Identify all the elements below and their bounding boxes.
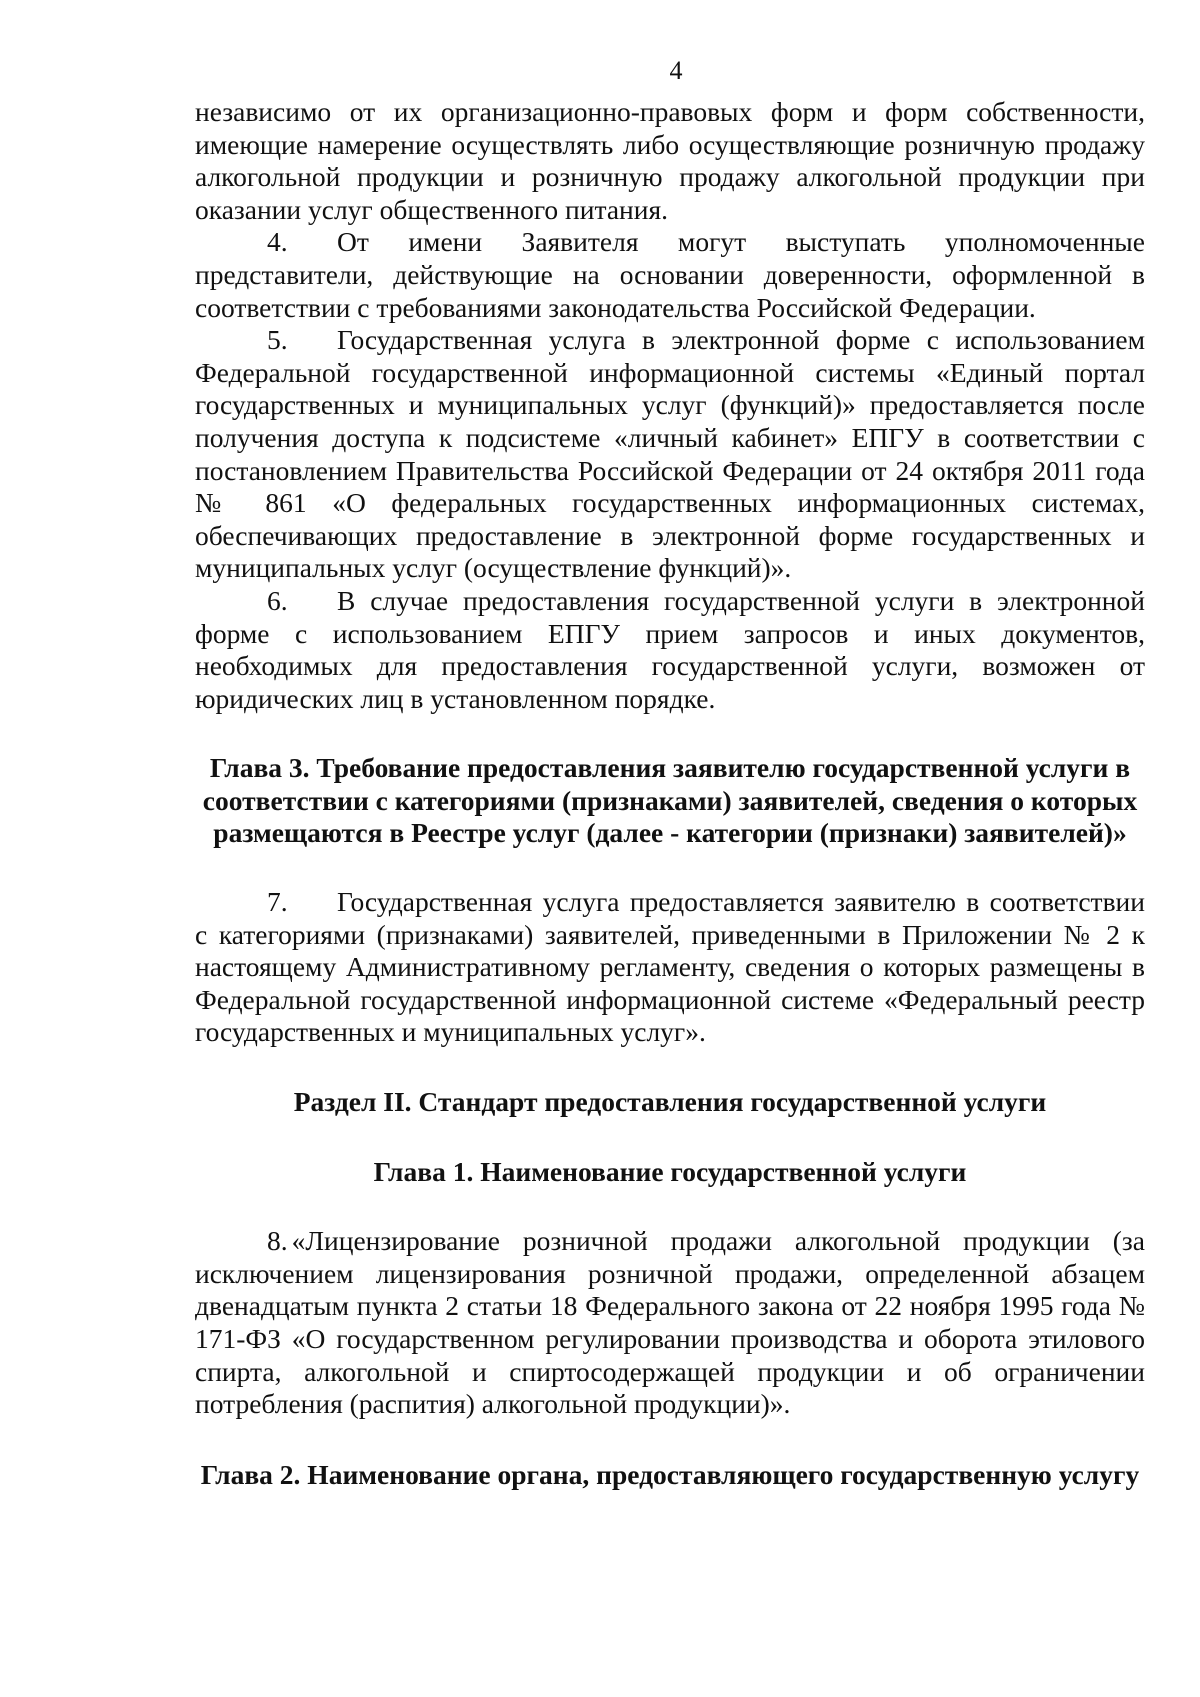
chapter-1-heading: Глава 1. Наименование государственной услуги: [373, 1155, 967, 1187]
paragraph-6-number: 6.: [267, 584, 288, 616]
page-number: 4: [669, 56, 683, 85]
spacer: [195, 1049, 1145, 1086]
paragraph-7: [195, 886, 1145, 1049]
paragraph-4: [195, 226, 1145, 324]
paragraph-8-text: «Лицензирование розничной продажи алкогольной продукции (за исключением лицензирования розничной продажи, определенной абзацем двенадцатым пункта 2 статьи 18 Федерального закона от 22 ноября 1995 года № 171-ФЗ «О государственном регулировании производства и оборота этилового спирта, алкогольной и спиртосодержащей продукции и об ограничении потребления (распития) алкогольной продукции)».: [195, 1225, 1145, 1420]
spacer: [195, 850, 1145, 886]
paragraph-5: [195, 324, 1145, 585]
paragraph-6-text: В случае предоставления государственной услуги в электронной форме с использованием ЕПГУ прием запросов и иных документов, необходимых для предоставления государственной услуги, возможен от юридических лиц в установленном порядке.: [195, 584, 1145, 714]
paragraph-7-text: Государственная услуга предоставляется заявителю в соответствии с категориями (признаками) заявителей, приведенными в Приложении № 2 к настоящему Административному регламенту, сведения о которых размещены в Федеральной государственной информационной системе «Федеральный реестр государственных и муниципальных услуг».: [195, 886, 1145, 1048]
paragraph-4-text: От имени Заявителя могут выступать уполномоченные представители, действующие на основании доверенности, оформленной в соответствии с требованиями законодательства Российской Федерации.: [195, 226, 1145, 323]
chapter-3-heading: Глава 3. Требование предоставления заявителю государственной услуги в соответствии с категориями (признаками) заявителей, сведения о которых размещаются в Реестре услуг (далее - категории (признаки) заявителей)»: [202, 752, 1138, 849]
paragraph-5-text: Государственная услуга в электронной форме с использованием Федеральной государственной информационной системы «Единый портал государственных и муниципальных услуг (функций)» предоставляется после получения доступа к подсистеме «личный кабинет» ЕПГУ в соответствии с постановлением Правительства Российской Федерации от 24 октября 2011 года № 861 «О федеральных государственных информационных системах, обеспечивающих предоставление в электронной форме государственных и муниципальных услуг (осуществление функций)».: [195, 324, 1145, 584]
document-page: [195, 56, 1145, 1491]
spacer: [195, 715, 1145, 752]
paragraph-8-number: 8.: [267, 1225, 288, 1257]
spacer: [195, 1421, 1145, 1459]
paragraph-8: [195, 1225, 1145, 1421]
paragraph-7-number: 7.: [267, 886, 288, 918]
paragraph-continued: независимо от их организационно-правовых форм и форм собственности, имеющие намерение осуществлять либо осуществляющие розничную продажу алкогольной продукции и розничную продажу алкогольной продукции при оказании услуг общественного питания.: [195, 96, 1145, 225]
section-2-heading: Раздел II. Стандарт предоставления государственной услуги: [293, 1086, 1047, 1118]
chapter-2-heading: Глава 2. Наименование органа, предоставляющего государственную услугу: [200, 1458, 1140, 1490]
paragraph-5-number: 5.: [267, 324, 288, 356]
spacer: [195, 1119, 1145, 1156]
paragraph-6: [195, 585, 1145, 715]
spacer: [195, 1188, 1145, 1225]
paragraph-4-number: 4.: [267, 226, 288, 258]
